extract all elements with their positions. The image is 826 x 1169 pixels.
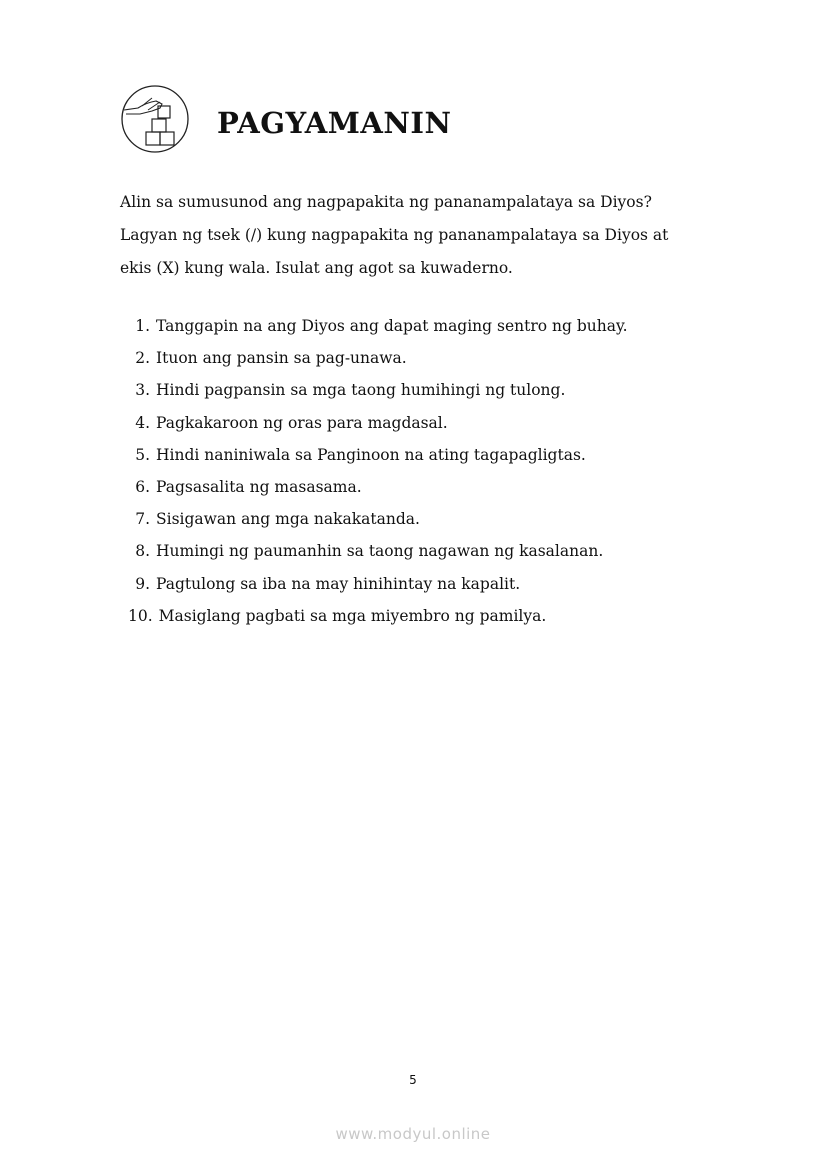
list-item — [120, 376, 628, 408]
item-text: Tanggapin na ang Diyos ang dapat maging sentro ng buhay. — [156, 317, 628, 335]
instruction-line: Alin sa sumusunod ang nagpapakita ng pananampalataya sa Diyos? — [120, 193, 652, 211]
item-number: 9. — [135, 574, 150, 593]
item-text: Hindi pagpansin sa mga taong humihingi ng tulong. — [156, 381, 566, 400]
instructions — [120, 186, 720, 285]
item-number: 5. — [135, 445, 150, 464]
item-number: 3. — [135, 381, 150, 400]
item-number: 8. — [135, 542, 150, 561]
item-number: 7. — [135, 510, 150, 529]
list-item — [120, 473, 628, 505]
list-item — [120, 505, 628, 537]
list-item — [120, 537, 628, 569]
item-text: Hindi naniniwala sa Panginoon na ating tagapagligtas. — [156, 445, 586, 464]
list-item — [120, 602, 628, 634]
item-number: 4. — [135, 413, 150, 432]
item-text: Pagtulong sa iba na may hinihintay na kapalit. — [156, 574, 521, 593]
item-number: 1. — [135, 317, 150, 335]
list-item — [120, 441, 628, 473]
item-number: 10. — [128, 606, 153, 625]
list-item — [120, 409, 628, 441]
item-text: Masiglang pagbati sa mga miyembro ng pamilya. — [158, 606, 547, 625]
statement-list — [120, 312, 628, 634]
watermark: www.modyul.online — [335, 1125, 491, 1143]
item-number: 2. — [135, 349, 150, 368]
page-number: 5 — [409, 1073, 417, 1087]
item-text: Sisigawan ang mga nakakatanda. — [156, 510, 420, 529]
item-text: Pagkakaroon ng oras para magdasal. — [156, 413, 448, 432]
list-item — [120, 312, 628, 344]
item-text: Ituon ang pansin sa pag-unawa. — [156, 349, 407, 368]
section-title: PAGYAMANIN — [217, 106, 452, 140]
hand-stacking-blocks-icon — [120, 84, 190, 154]
instruction-line: ekis (X) kung wala. Isulat ang agot sa kuwaderno. — [120, 259, 513, 277]
item-text: Humingi ng paumanhin sa taong nagawan ng kasalanan. — [156, 542, 604, 561]
item-number: 6. — [135, 477, 150, 496]
list-item — [120, 570, 628, 602]
item-text: Pagsasalita ng masasama. — [156, 477, 362, 496]
list-item — [120, 344, 628, 376]
instruction-line: Lagyan ng tsek (/) kung nagpapakita ng pananampalataya sa Diyos at — [120, 226, 669, 244]
